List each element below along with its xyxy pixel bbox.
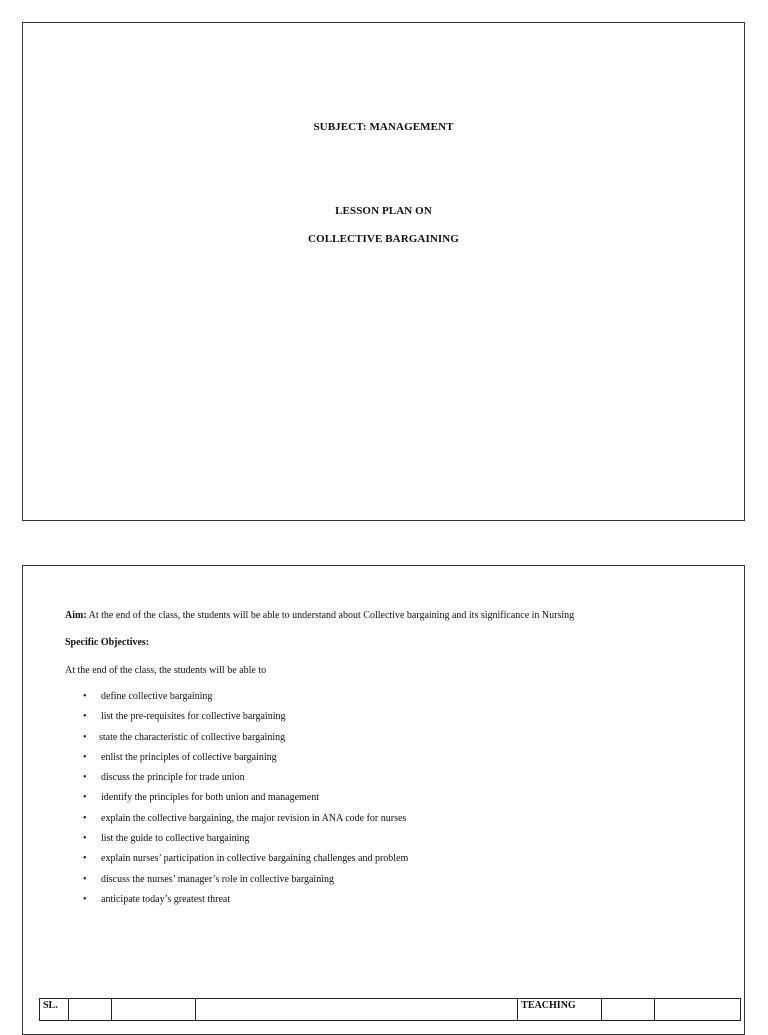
objective-text: explain the collective bargaining, the major revision in ANA code for nurses [101, 812, 407, 824]
lesson-topic: COLLECTIVE BARGAINING [308, 233, 459, 245]
list-item [65, 812, 408, 832]
bullet-icon: • [83, 853, 87, 865]
table-header-cell [111, 999, 195, 1021]
bullet-icon: • [83, 873, 87, 885]
objective-text: list the guide to collective bargaining [101, 833, 250, 845]
subject-heading: SUBJECT: MANAGEMENT [313, 121, 454, 133]
bullet-icon: • [83, 691, 87, 702]
table-header-cell [655, 999, 741, 1021]
bullet-icon: • [83, 893, 87, 905]
table-header-cell [68, 999, 111, 1021]
list-item [65, 873, 408, 893]
bullet-icon: • [83, 731, 87, 743]
objective-text: identify the principles for both union and management [101, 792, 319, 804]
bullet-icon: • [83, 772, 87, 784]
cover-page [22, 22, 745, 521]
objectives-list [65, 690, 408, 913]
objective-text: discuss the principle for trade union [101, 772, 245, 784]
list-item [65, 791, 408, 811]
table-header-row [40, 999, 741, 1021]
bullet-icon: • [83, 792, 87, 804]
table-header-cell [195, 999, 517, 1021]
lesson-plan-table [39, 998, 741, 1021]
objective-text: anticipate today’s greatest threat [101, 893, 231, 905]
list-item [65, 852, 408, 872]
bullet-icon: • [83, 833, 87, 845]
table-header-cell: TEACHING [518, 999, 602, 1021]
aim-label: Aim: [65, 610, 87, 621]
list-item [65, 771, 408, 791]
objective-text: define collective bargaining [101, 691, 213, 702]
specific-objectives-heading: Specific Objectives: [65, 637, 150, 648]
list-item [65, 751, 408, 771]
objectives-page [22, 565, 745, 1035]
table-header-cell [602, 999, 655, 1021]
bullet-icon: • [83, 711, 87, 723]
bullet-icon: • [83, 751, 87, 763]
objective-text: state the characteristic of collective bargaining [99, 731, 286, 743]
list-item [65, 690, 408, 710]
list-item [65, 832, 408, 852]
lesson-plan-label: LESSON PLAN ON [335, 205, 432, 217]
objective-text: explain nurses’ participation in collective bargaining challenges and problem [101, 853, 409, 865]
aim-line [65, 610, 574, 621]
objective-text: list the pre-requisites for collective bargaining [101, 711, 286, 723]
list-item [65, 731, 408, 751]
aim-text: At the end of the class, the students will be able to understand about Collective bargaining and its significance in Nursing [86, 610, 575, 621]
list-item [65, 710, 408, 730]
objective-text: enlist the principles of collective bargaining [101, 751, 277, 763]
list-item [65, 893, 408, 913]
table-header-cell: SL. [40, 999, 69, 1021]
objective-text: discuss the nurses’ manager’s role in collective bargaining [101, 873, 334, 885]
objectives-intro: At the end of the class, the students will be able to [65, 665, 267, 676]
bullet-icon: • [83, 812, 87, 824]
